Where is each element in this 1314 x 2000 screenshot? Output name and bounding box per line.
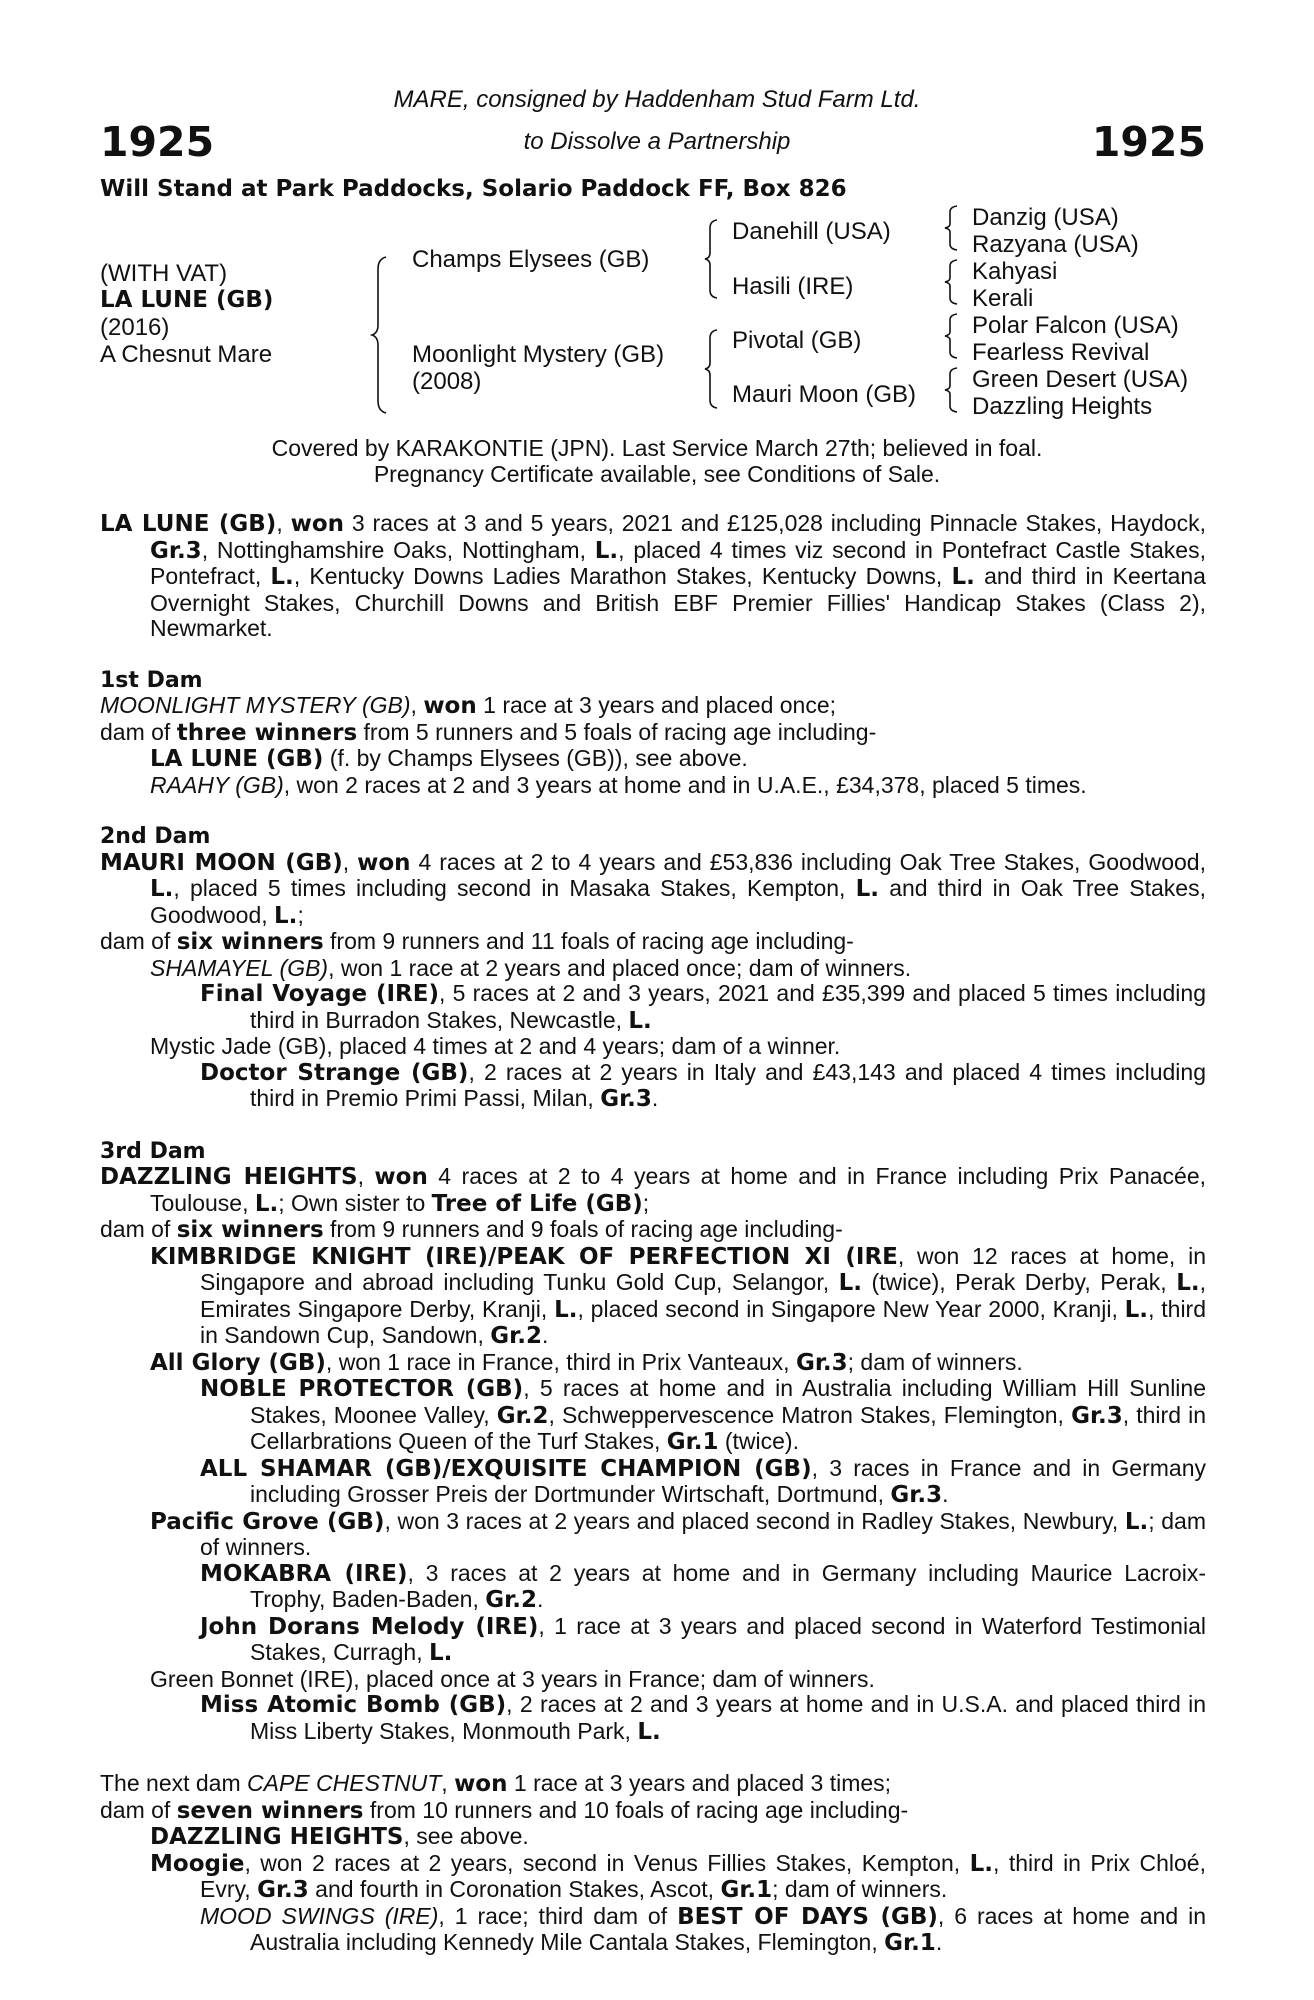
pedigree-g3-3: Kahyasi (972, 258, 1058, 285)
pedigree-g3-1: Danzig (USA) (972, 204, 1119, 231)
first-dam-line: MOONLIGHT MYSTERY (GB), won 1 race at 3 years and placed once; (100, 692, 837, 719)
catalogue-body (100, 511, 1206, 1957)
pedigree-sire-dam: Hasili (IRE) (732, 273, 854, 300)
next-dam-produce-item: DAZZLING HEIGHTS, see above. (150, 1823, 529, 1850)
pedigree-g3-6: Fearless Revival (972, 339, 1150, 366)
pedigree-bracket-g3-1 (944, 204, 960, 252)
second-dam-record: MAURI MOON (GB), won 4 races at 2 to 4 years and £53,836 including Oak Tree Stakes, Goodwood, L., placed 5 times including second in Masaka Stakes, Kempton, L. and third in Oak Tree Stakes, Goodwood, L.; (100, 848, 1206, 929)
lot-number-right: 1925 (1091, 118, 1206, 166)
third-dam-heading: 3rd Dam (100, 1138, 206, 1164)
first-dam-heading: 1st Dam (100, 667, 203, 693)
second-dam-produce-item: Final Voyage (IRE), 5 races at 2 and 3 years, 2021 and £35,399 and placed 5 times including third in Burradon Stakes, Newcastle, L. (200, 980, 1206, 1034)
next-dam-produce-summary: dam of seven winners from 10 runners and 10 foals of racing age including- (100, 1796, 909, 1824)
next-dam-produce-item: Moogie, won 2 races at 2 years, second in Venus Fillies Stakes, Kempton, L., third in Prix Chloé, Evry, Gr.3 and fourth in Coronation Stakes, Ascot, Gr.1; dam of winners. (150, 1849, 1206, 1903)
race-record: LA LUNE (GB), won 3 races at 3 and 5 years, 2021 and £125,028 including Pinnacle Stakes, Haydock, Gr.3, Nottinghamshire Oaks, Nottingham, L., placed 4 times viz second in Pontefract Castle Stakes, Pontefract, L., Kentucky Downs Ladies Marathon Stakes, Kentucky Downs, L. and third in Keertana Overnight Stakes, Churchill Downs and British EBF Premier Fillies' Handicap Stakes (Class 2), Newmarket. (100, 510, 1206, 641)
pedigree-g3-8: Dazzling Heights (972, 393, 1153, 420)
covering-note: Covered by KARAKONTIE (JPN). Last Service March 27th; believed in foal. (271, 435, 1043, 461)
third-dam-produce-summary: dam of six winners from 9 runners and 9 foals of racing age including- (100, 1216, 843, 1243)
second-dam-produce-summary: dam of six winners from 9 runners and 11 foals of racing age including- (100, 928, 854, 955)
first-dam-produce-item: LA LUNE (GB) (f. by Champs Elysees (GB)), see above. (150, 745, 748, 772)
second-dam-produce-item: Doctor Strange (GB), 2 races at 2 years in Italy and £43,143 and placed 4 times including third in Premio Primi Passi, Milan, Gr.3. (200, 1058, 1206, 1112)
lot-number-left: 1925 (100, 118, 215, 166)
horse-year: (2016) (100, 314, 170, 341)
third-dam-grandproduce-item: ALL SHAMAR (GB)/EXQUISITE CHAMPION (GB), 3 races in France and in Germany including Grosser Preis der Dortmunder Wirtschaft, Dortmund, Gr.3. (200, 1454, 1206, 1508)
pedigree-bracket-sire (704, 218, 720, 300)
second-dam-produce-item: Mystic Jade (GB), placed 4 times at 2 and 4 years; dam of a winner. (150, 1033, 841, 1059)
next-dam-grandproduce-item: MOOD SWINGS (IRE), 1 race; third dam of BEST OF DAYS (GB), 6 races at home and in Australia including Kennedy Mile Cantala Stakes, Flemington, Gr.1. (200, 1902, 1206, 1956)
horse-name: LA LUNE (GB) (100, 287, 274, 313)
pedigree-bracket-main (370, 255, 390, 415)
pedigree-bracket-g3-3 (944, 312, 960, 360)
third-dam-produce-item: Green Bonnet (IRE), placed once at 3 years in France; dam of winners. (150, 1665, 875, 1692)
third-dam-grandproduce-item: NOBLE PROTECTOR (GB), 5 races at home and in Australia including William Hill Sunline Stakes, Moonee Valley, Gr.2, Schweppervescence Matron Stakes, Flemington, Gr.3, third in Cellarbrations Queen of the Turf Stakes, Gr.1 (twice). (200, 1375, 1206, 1455)
consignor-line-2: to Dissolve a Partnership (523, 128, 791, 155)
vat-note: (WITH VAT) (100, 260, 228, 287)
third-dam-record: DAZZLING HEIGHTS, won 4 races at 2 to 4 years at home and in France including Prix Panacée, Toulouse, L.; Own sister to Tree of Life (GB); (100, 1163, 1207, 1217)
pedigree-g3-4: Kerali (972, 285, 1034, 312)
first-dam-produce-summary: dam of three winners from 5 runners and 5 foals of racing age including- (100, 718, 877, 746)
pregnancy-note: Pregnancy Certificate available, see Conditions of Sale. (373, 461, 941, 487)
pedigree-bracket-g3-4 (944, 366, 960, 414)
next-dam-line: The next dam CAPE CHESTNUT, won 1 race at 3 years and placed 3 times; (100, 1770, 892, 1797)
pedigree-dam-sire: Pivotal (GB) (732, 327, 862, 354)
pedigree-dam-dam: Mauri Moon (GB) (732, 381, 917, 408)
pedigree-g3-2: Razyana (USA) (972, 231, 1139, 258)
third-dam-grandproduce-item: John Dorans Melody (IRE), 1 race at 3 years and placed second in Waterford Testimonial Stakes, Curragh, L. (200, 1612, 1206, 1666)
third-dam-produce-item: Pacific Grove (GB), won 3 races at 2 years and placed second in Radley Stakes, Newbury, L.; dam of winners. (150, 1507, 1206, 1560)
horse-description: A Chesnut Mare (100, 341, 273, 368)
pedigree-g3-7: Green Desert (USA) (972, 366, 1189, 393)
first-dam-produce-item: RAAHY (GB), won 2 races at 2 and 3 years at home and in U.A.E., £34,378, placed 5 times. (150, 771, 1087, 798)
pedigree-bracket-g3-2 (944, 258, 960, 306)
second-dam-produce-item: SHAMAYEL (GB), won 1 race at 2 years and placed once; dam of winners. (150, 954, 912, 981)
pedigree-g3-5: Polar Falcon (USA) (972, 312, 1179, 339)
pedigree-sire-sire: Danehill (USA) (732, 218, 891, 245)
third-dam-produce-item: KIMBRIDGE KNIGHT (IRE)/PEAK OF PERFECTION XI (IRE, won 12 races at home, in Singapore and abroad including Tunku Gold Cup, Selangor, L. (twice), Perak Derby, Perak, L., Emirates Singapore Derby, Kranji, L., placed second in Singapore New Year 2000, Kranji, L., third in Sandown Cup, Sandown, Gr.2. (150, 1242, 1207, 1349)
third-dam-grandproduce-item: Miss Atomic Bomb (GB), 2 races at 2 and 3 years at home and in U.S.A. and placed third in Miss Liberty Stakes, Monmouth Park, L. (200, 1691, 1206, 1745)
third-dam-produce-item: All Glory (GB), won 1 race in France, third in Prix Vanteaux, Gr.3; dam of winners. (150, 1348, 1023, 1376)
second-dam-heading: 2nd Dam (100, 824, 211, 849)
pedigree-sire: Champs Elysees (GB) (412, 246, 650, 273)
pedigree-bracket-dam (704, 328, 720, 410)
pedigree-dam: Moonlight Mystery (GB) (412, 341, 665, 368)
consignor-line-1: MARE, consigned by Haddenham Stud Farm Ltd. (393, 86, 921, 113)
pedigree-dam-year: (2008) (412, 368, 482, 395)
stand-location: Will Stand at Park Paddocks, Solario Paddock FF, Box 826 (100, 176, 847, 202)
third-dam-grandproduce-item: MOKABRA (IRE), 3 races at 2 years at home and in Germany including Maurice Lacroix-Trophy, Baden-Baden, Gr.2. (200, 1559, 1206, 1613)
